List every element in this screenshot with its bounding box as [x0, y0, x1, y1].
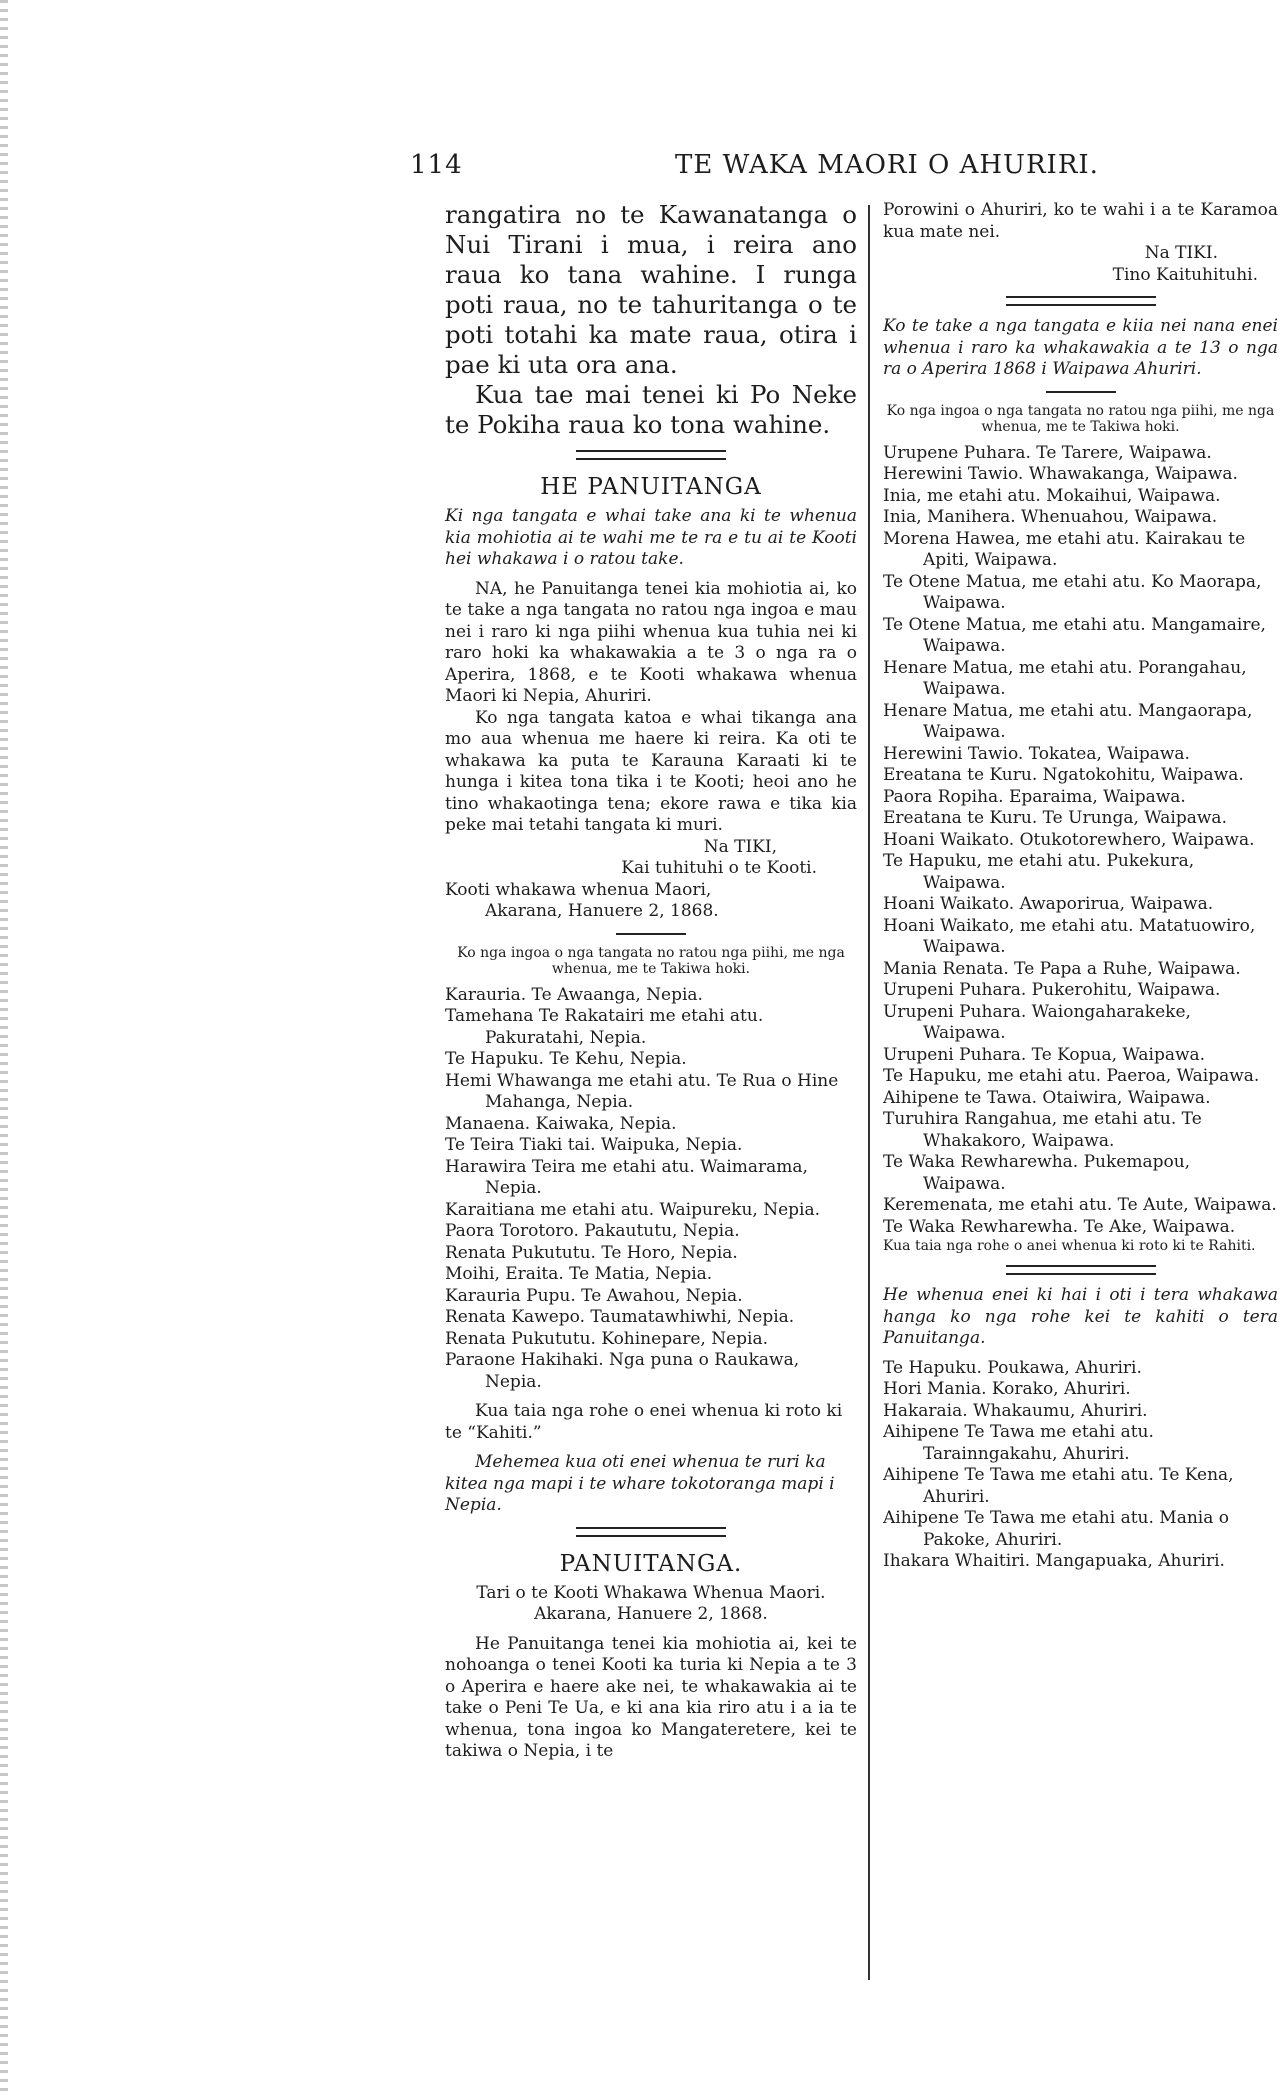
land-entry: Te Waka Rewharewha. Pukemapou, Waipawa. [883, 1152, 1191, 1194]
land-entry: Aihipene Te Tawa me etahi atu. Tarainngakahu, Ahuriri. [883, 1422, 1154, 1464]
right-column [883, 200, 1278, 1573]
short-rule [616, 933, 686, 935]
land-entry: Aihipene te Tawa. Otaiwira, Waipawa. [883, 1087, 1211, 1108]
land-entry: Ereatana te Kuru. Te Urunga, Waipawa. [883, 808, 1227, 828]
land-entry: Renata Pukututu. Kohinepare, Nepia. [445, 1328, 768, 1349]
land-entry: Karauria Pupu. Te Awahou, Nepia. [445, 1285, 743, 1306]
land-entry: Henare Matua, me etahi atu. Mangaorapa, Waipawa. [883, 700, 1253, 742]
land-entry: Hoani Waikato. Otukotorewhero, Waipawa. [883, 829, 1255, 850]
kahiti-note: Kua taia nga rohe o anei whenua ki roto ki te Rahiti. [883, 1238, 1256, 1254]
court-place: Kooti whakawa whenua Maori, [445, 879, 712, 900]
land-entry: Te Otene Matua, me etahi atu. Ko Maorapa, Waipawa. [883, 571, 1262, 613]
land-entry: Henare Matua, me etahi atu. Porangahau, Waipawa. [883, 657, 1247, 699]
office-date: Akarana, Hanuere 2, 1868. [534, 1604, 768, 1624]
notice-intro-italic: He whenua enei ki hai i oti i tera whakawa hanga ko nga rohe kei te kahiti o tera Panuitanga. [883, 1285, 1278, 1348]
land-entry: Morena Hawea, me etahi atu. Kairakau te Apiti, Waipawa. [883, 528, 1246, 570]
land-entry: Harawira Teira me etahi atu. Waimarama, Nepia. [445, 1156, 808, 1198]
scan-edge [0, 0, 8, 2096]
land-entry: Moihi, Eraita. Te Matia, Nepia. [445, 1264, 713, 1284]
land-entry: Herewini Tawio. Tokatea, Waipawa. [883, 743, 1190, 764]
continued-text: Porowini o Ahuriri, ko te wahi i a te Karamoa kua mate nei. [883, 200, 1278, 242]
land-entry: Paora Torotoro. Pakaututu, Nepia. [445, 1221, 740, 1241]
notice-paragraph: He Panuitanga tenei kia mohiotia ai, kei te nohoanga o tenei Kooti ka turia ki Nepia a te 3 o Aperira e haere ake nei, te whakawakia ai te take o Peni Te Ua, e ki ana kia riro atu i a ia te whenua, tona ingoa ko Mangateretere, kei te takiwa o Nepia, i te [445, 1633, 857, 1761]
land-entry: Turuhira Rangahua, me etahi atu. Te Whakakoro, Waipawa. [883, 1109, 1202, 1151]
double-rule [1006, 296, 1156, 306]
land-entry: Manaena. Kaiwaka, Nepia. [445, 1113, 677, 1134]
signature-role: Tino Kaituhituhi. [1112, 264, 1258, 285]
double-rule [576, 450, 726, 460]
land-entry: Karauria. Te Awaanga, Nepia. [445, 984, 703, 1005]
list-caption: Ko nga ingoa o nga tangata no ratou nga piihi, me nga whenua, me te Takiwa hoki. [457, 944, 845, 977]
land-entry: Aihipene Te Tawa me etahi atu. Mania o Pakoke, Ahuriri. [883, 1508, 1230, 1550]
signature-name: Na TIKI. [1144, 243, 1218, 263]
land-entry: Paraone Hakihaki. Nga puna o Raukawa, Nepia. [445, 1350, 800, 1392]
office-line: Tari o te Kooti Whakawa Whenua Maori. [476, 1582, 826, 1603]
land-entry: Hoani Waikato. Awaporirua, Waipawa. [883, 894, 1214, 914]
land-entry: Te Hapuku, me etahi atu. Paeroa, Waipawa. [883, 1066, 1260, 1086]
land-entry: Urupeni Puhara. Te Kopua, Waipawa. [883, 1044, 1206, 1065]
land-entry: Karaitiana me etahi atu. Waipureku, Nepia. [445, 1199, 820, 1220]
land-entry: Hemi Whawanga me etahi atu. Te Rua o Hine Mahanga, Nepia. [445, 1070, 839, 1112]
land-entry: Inia, me etahi atu. Mokaihui, Waipawa. [883, 485, 1221, 506]
page-number: 114 [410, 150, 463, 180]
land-entry: Te Hapuku. Te Kehu, Nepia. [445, 1049, 687, 1069]
land-entry: Ereatana te Kuru. Ngatokohitu, Waipawa. [883, 765, 1244, 785]
notice-intro-italic: Ko te take a nga tangata e kiia nei nana enei whenua i raro ka whakawakia a te 13 o nga ra o Aperira 1868 i Waipawa Ahuriri. [883, 316, 1278, 379]
court-date: Akarana, Hanuere 2, 1868. [485, 901, 719, 921]
land-entry: Tamehana Te Rakatairi me etahi atu. Pakuratahi, Nepia. [445, 1006, 764, 1048]
page-title: TE WAKA MAORI O AHURIRI. [675, 150, 1099, 180]
land-entry: Te Hapuku. Poukawa, Ahuriri. [883, 1357, 1142, 1378]
land-entry: Hori Mania. Korako, Ahuriri. [883, 1379, 1131, 1399]
signature-name: Na TIKI, [703, 836, 777, 857]
land-entry: Te Otene Matua, me etahi atu. Mangamaire, Waipawa. [883, 614, 1266, 656]
left-column [445, 200, 857, 1763]
notice-paragraph: NA, he Panuitanga tenei kia mohiotia ai, ko te take a nga tangata no ratou nga ingoa e mau nei i raro ki nga piihi whenua kua tuhia nei ki raro hoki ka whakawakia a te 3 o nga ra o Aperira, 1868, e te Kooti whakawa whenua Maori ki Nepia, Ahuriri. [445, 578, 857, 706]
intro-paragraph: Kua tae mai tenei ki Po Neke te Pokiha raua ko tona wahine. [445, 380, 857, 439]
land-entry: Te Teira Tiaki tai. Waipuka, Nepia. [445, 1135, 743, 1155]
notice-intro-italic: Ki nga tangata e whai take ana ki te whenua kia mohiotia ai te wahi me te ra e tu ai te Kooti hei whakawa i o ratou take. [445, 506, 857, 569]
list-caption: Ko nga ingoa o nga tangata no ratou nga piihi, me nga whenua, me te Takiwa hoki. [886, 402, 1275, 435]
map-note-italic: Mehemea kua oti enei whenua te ruri ka kitea nga mapi i te whare tokotoranga mapi i Nepia. [445, 1452, 835, 1515]
land-entry: Keremenata, me etahi atu. Te Aute, Waipawa. [883, 1195, 1277, 1215]
land-entry: Mania Renata. Te Papa a Ruhe, Waipawa. [883, 958, 1241, 979]
notice-heading: PANUITANGA. [559, 1550, 743, 1577]
land-entry: Aihipene Te Tawa me etahi atu. Te Kena, Ahuriri. [883, 1465, 1234, 1507]
land-entry: Urupeni Puhara. Pukerohitu, Waipawa. [883, 980, 1221, 1000]
double-rule [1006, 1265, 1156, 1275]
land-entry: Ihakara Whaitiri. Mangapuaka, Ahuriri. [883, 1551, 1225, 1571]
short-rule [1046, 391, 1116, 393]
page-header [410, 150, 1270, 190]
notice-heading: HE PANUITANGA [540, 474, 762, 500]
land-entry: Renata Kawepo. Taumatawhiwhi, Nepia. [445, 1307, 795, 1327]
land-entry: Inia, Manihera. Whenuahou, Waipawa. [883, 507, 1218, 527]
land-entry: Hoani Waikato, me etahi atu. Matatuowiro, Waipawa. [883, 915, 1256, 957]
notice-paragraph: Ko nga tangata katoa e whai tikanga ana mo aua whenua me haere ki reira. Ka oti te whakawa ka puta te Karauna Karaati ki te hunga i kitea tona tika i te Kooti; heoi ano he tino whakaotinga tena; ekore rawa e tika kia peke mai tetahi tangata ki muri. [445, 707, 857, 835]
land-entry: Urupeni Puhara. Waiongaharakeke, Waipawa. [883, 1001, 1191, 1043]
land-entry: Paora Ropiha. Eparaima, Waipawa. [883, 786, 1186, 807]
double-rule [576, 1527, 726, 1537]
land-entry: Urupene Puhara. Te Tarere, Waipawa. [883, 442, 1212, 463]
signature-role: Kai tuhituhi o te Kooti. [621, 858, 817, 878]
land-entry: Herewini Tawio. Whawakanga, Waipawa. [883, 464, 1238, 484]
column-divider [868, 205, 870, 1980]
land-entry: Renata Pukututu. Te Horo, Nepia. [445, 1242, 738, 1263]
land-entry: Te Hapuku, me etahi atu. Pukekura, Waipawa. [883, 851, 1195, 893]
land-entry: Te Waka Rewharewha. Te Ake, Waipawa. [883, 1216, 1236, 1237]
kahiti-note: Kua taia nga rohe o enei whenua ki roto ki te “Kahiti.” [445, 1401, 843, 1443]
intro-paragraph: rangatira no te Kawanatanga o Nui Tirani i mua, i reira ano raua ko tana wahine. I runga poti raua, no te tahuritanga o te poti totahi ka mate raua, otira i pae ki uta ora ana. [445, 200, 857, 379]
land-entry: Hakaraia. Whakaumu, Ahuriri. [883, 1400, 1148, 1421]
